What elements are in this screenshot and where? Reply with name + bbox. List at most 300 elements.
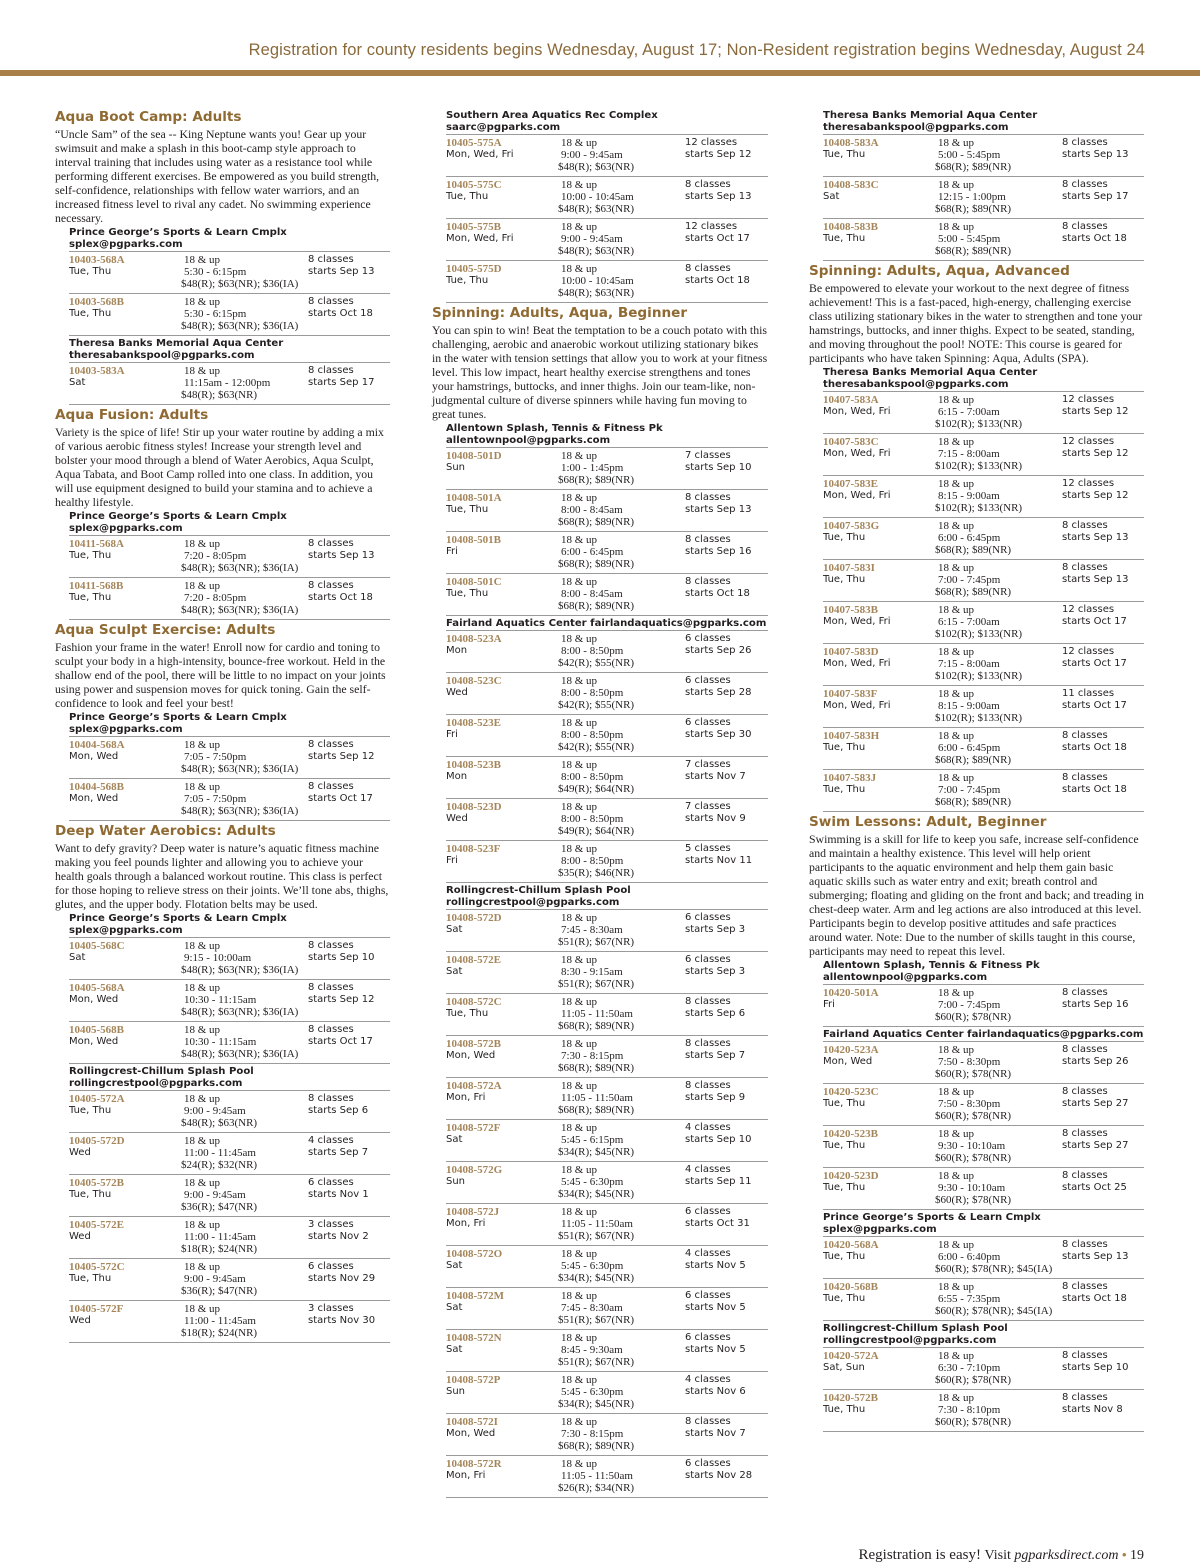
class-days: Tue, Thu [69,1189,112,1200]
class-row[interactable] [823,434,1144,476]
class-code[interactable]: 10408-523C [446,675,502,687]
facility-email: theresabankspool@pgparks.com [69,350,255,361]
class-age: 18 & up [938,1281,975,1293]
class-time: 7:45 - 8:30am [561,924,623,936]
class-row[interactable] [446,1036,768,1078]
class-time: 9:30 - 10:10am [938,1182,1006,1194]
class-code[interactable]: 10408-572J [446,1206,500,1218]
class-code[interactable]: 10408-572A [446,1080,502,1092]
class-code[interactable]: 10408-572O [446,1248,503,1260]
class-code[interactable]: 10403-568A [69,254,125,266]
class-code[interactable]: 10408-523E [446,717,501,729]
class-code[interactable]: 10408-572G [446,1164,503,1176]
class-start: starts Sep 3 [685,924,746,935]
class-code[interactable]: 10408-583B [823,221,878,233]
class-days: Fri [823,999,835,1010]
class-start: starts Sep 12 [1062,490,1129,501]
class-start: starts Sep 27 [1062,1098,1129,1109]
class-start: starts Nov 7 [685,771,746,782]
class-time: 8:00 - 8:50pm [561,813,624,825]
class-row[interactable] [446,448,768,490]
facility-name: Fairland Aquatics Center fairlandaquatics@pgparks.com [823,1029,1144,1040]
class-row[interactable] [446,574,768,616]
class-code[interactable]: 10405-572B [69,1177,124,1189]
class-code[interactable]: 10407-583A [823,394,879,406]
class-days: Sat [446,1260,463,1271]
class-days: Tue, Thu [823,574,866,585]
class-count: 8 classes [1062,1170,1108,1181]
class-age: 18 & up [184,1135,221,1147]
class-code[interactable]: 10407-583F [823,688,878,700]
class-start: starts Oct 18 [1062,233,1127,244]
class-fee: $18(R); $24(NR) [181,1243,258,1255]
class-row[interactable] [446,1330,768,1372]
class-row[interactable] [69,1022,390,1064]
class-row[interactable] [446,910,768,952]
class-count: 7 classes [685,759,731,770]
class-time: 9:00 - 9:45am [561,233,623,245]
class-row[interactable] [446,177,768,219]
class-start: starts Oct 18 [308,308,373,319]
class-fee: $49(R); $64(NR) [558,783,635,795]
class-time: 10:00 - 10:45am [561,275,634,287]
class-count: 4 classes [685,1248,731,1259]
class-row[interactable] [823,602,1144,644]
class-fee: $18(R); $24(NR) [181,1327,258,1339]
footer-url[interactable]: pgparksdirect.com [1014,1548,1119,1563]
class-days: Sat [823,191,840,202]
class-age: 18 & up [938,137,975,149]
class-row[interactable] [446,952,768,994]
class-fee: $48(R); $63(NR); $36(IA) [181,763,299,775]
class-row[interactable] [823,219,1144,261]
class-code[interactable]: 10405-572C [69,1261,125,1273]
class-code[interactable]: 10403-583A [69,365,125,377]
class-code[interactable]: 10420-568A [823,1239,879,1251]
class-code[interactable]: 10408-572M [446,1290,505,1302]
class-fee: $48(R); $63(NR); $36(IA) [181,964,299,976]
class-row[interactable] [446,135,768,177]
class-start: starts Sep 17 [308,377,375,388]
class-row[interactable] [823,1237,1144,1279]
class-fee: $51(R); $67(NR) [558,1314,635,1326]
class-code[interactable]: 10405-575A [446,137,502,149]
class-row[interactable] [823,476,1144,518]
class-count: 12 classes [685,221,738,232]
class-row[interactable] [823,770,1144,812]
class-code[interactable]: 10408-572B [446,1038,501,1050]
class-time: 7:00 - 7:45pm [938,999,1001,1011]
class-row[interactable] [69,536,390,578]
class-row[interactable] [446,799,768,841]
class-days: Mon [446,771,468,782]
class-days: Sun [446,462,466,473]
class-code[interactable]: 10408-572C [446,996,502,1008]
class-age: 18 & up [184,1219,221,1231]
class-code[interactable]: 10408-572E [446,954,501,966]
class-row[interactable] [446,631,768,673]
class-days: Mon, Wed [446,1050,496,1061]
class-code[interactable]: 10405-572D [69,1135,125,1147]
class-row[interactable] [69,1133,390,1175]
class-row[interactable] [823,1168,1144,1210]
facility-email: theresabankspool@pgparks.com [823,122,1009,133]
class-count: 8 classes [308,580,354,591]
class-fee: $102(R); $133(NR) [935,418,1023,430]
facility-name: Southern Area Aquatics Rec Complex [446,110,658,121]
class-count: 6 classes [685,1290,731,1301]
class-row[interactable] [823,560,1144,602]
class-age: 18 & up [184,538,221,550]
class-time: 7:45 - 8:30am [561,1302,623,1314]
class-row[interactable] [446,1288,768,1330]
class-count: 4 classes [685,1374,731,1385]
class-start: starts Sep 13 [685,504,752,515]
class-code[interactable]: 10405-575C [446,179,502,191]
class-row[interactable] [823,1084,1144,1126]
class-time: 7:50 - 8:30pm [938,1056,1001,1068]
class-time: 9:00 - 9:45am [561,149,623,161]
class-code[interactable]: 10411-568B [69,580,124,592]
class-time: 12:15 - 1:00pm [938,191,1006,203]
class-row[interactable] [823,1348,1144,1390]
class-time: 11:15am - 12:00pm [184,377,271,389]
class-code[interactable]: 10420-523D [823,1170,879,1182]
class-row[interactable] [69,980,390,1022]
class-count: 8 classes [308,739,354,750]
class-age: 18 & up [561,1248,598,1260]
class-code[interactable]: 10405-572E [69,1219,124,1231]
class-code[interactable]: 10408-583A [823,137,879,149]
facility-name: Prince George’s Sports & Learn Cmplx [69,913,287,924]
class-count: 5 classes [685,843,731,854]
class-code[interactable]: 10420-568B [823,1281,878,1293]
facility-header [446,110,768,134]
class-row[interactable] [446,757,768,799]
class-row[interactable] [69,252,390,294]
class-row[interactable] [69,938,390,980]
class-row[interactable] [823,518,1144,560]
class-row[interactable] [446,1456,768,1498]
class-time: 11:00 - 11:45am [184,1315,256,1327]
class-code[interactable]: 10408-501C [446,576,502,588]
class-time: 9:00 - 9:45am [184,1189,246,1201]
class-code[interactable]: 10408-572I [446,1416,498,1428]
facility-header [69,227,390,251]
class-row[interactable] [446,261,768,303]
class-row[interactable] [69,779,390,821]
class-time: 8:00 - 8:50pm [561,729,624,741]
class-start: starts Nov 8 [1062,1404,1123,1415]
class-table [69,937,390,1064]
class-row[interactable] [446,1372,768,1414]
class-age: 18 & up [561,1080,598,1092]
class-row[interactable] [69,1091,390,1133]
class-row[interactable] [69,737,390,779]
class-row[interactable] [823,985,1144,1027]
class-fee: $68(R); $89(NR) [935,544,1012,556]
class-code[interactable]: 10405-575B [446,221,501,233]
class-days: Mon, Wed [69,793,119,804]
class-fee: $48(R); $63(NR) [181,389,258,401]
class-row[interactable] [823,135,1144,177]
class-table [446,630,768,883]
class-age: 18 & up [938,1350,975,1362]
class-start: starts Oct 18 [1062,742,1127,753]
class-age: 18 & up [938,646,975,658]
class-code[interactable]: 10420-572B [823,1392,878,1404]
class-count: 6 classes [685,1458,731,1469]
class-start: starts Sep 27 [1062,1140,1129,1151]
class-days: Sat, Sun [823,1362,865,1373]
class-code[interactable]: 10404-568B [69,781,124,793]
class-code[interactable]: 10420-572A [823,1350,879,1362]
class-age: 18 & up [184,1261,221,1273]
class-fee: $48(R); $63(NR); $36(IA) [181,1048,299,1060]
class-age: 18 & up [184,1093,221,1105]
class-code[interactable]: 10411-568A [69,538,124,550]
class-code[interactable]: 10405-572A [69,1093,125,1105]
class-code[interactable]: 10408-572P [446,1374,501,1386]
class-row[interactable] [446,1414,768,1456]
class-row[interactable] [823,686,1144,728]
facility-name: Rollingcrest-Chillum Splash Pool [69,1066,254,1077]
page-footer [858,1547,1144,1564]
class-age: 18 & up [561,759,598,771]
class-days: Tue, Thu [446,191,489,202]
class-count: 8 classes [1062,1350,1108,1361]
class-row[interactable] [69,363,390,405]
class-code[interactable]: 10408-523F [446,843,501,855]
class-fee: $60(R); $78(NR); $45(IA) [935,1305,1053,1317]
class-code[interactable]: 10407-583J [823,772,877,784]
class-fee: $68(R); $89(NR) [558,516,635,528]
class-code[interactable]: 10408-501B [446,534,501,546]
class-code[interactable]: 10408-572R [446,1458,502,1470]
class-fee: $26(R); $34(NR) [558,1482,635,1494]
section-title: Spinning: Adults, Aqua, Advanced [809,263,1070,279]
header-rule [0,70,1200,76]
class-code[interactable]: 10404-568A [69,739,125,751]
section-title: Aqua Boot Camp: Adults [55,109,242,125]
class-row[interactable] [446,1246,768,1288]
class-time: 11:00 - 11:45am [184,1231,256,1243]
class-days: Sat [446,924,463,935]
class-time: 6:15 - 7:00am [938,406,1000,418]
class-fee: $60(R); $78(NR) [935,1011,1012,1023]
class-row[interactable] [69,294,390,336]
class-code[interactable]: 10407-583D [823,646,879,658]
class-row[interactable] [69,578,390,620]
class-row[interactable] [69,1301,390,1343]
class-days: Tue, Thu [823,149,866,160]
class-row[interactable] [823,1279,1144,1321]
class-fee: $60(R); $78(NR) [935,1416,1012,1428]
class-fee: $68(R); $89(NR) [935,586,1012,598]
class-code[interactable]: 10420-523C [823,1086,879,1098]
facility-header [823,367,1144,391]
class-row[interactable] [823,177,1144,219]
column-1 [55,108,390,1344]
class-row[interactable] [69,1175,390,1217]
class-row[interactable] [823,1390,1144,1432]
class-row[interactable] [446,1204,768,1246]
class-age: 18 & up [561,801,598,813]
class-code[interactable]: 10408-523A [446,633,502,645]
class-fee: $102(R); $133(NR) [935,502,1023,514]
class-start: starts Sep 7 [685,1050,746,1061]
class-fee: $34(R); $45(NR) [558,1146,635,1158]
class-code[interactable]: 10407-583C [823,436,879,448]
class-code[interactable]: 10420-501A [823,987,879,999]
class-days: Tue, Thu [69,1105,112,1116]
class-start: starts Nov 6 [685,1386,746,1397]
class-code[interactable]: 10407-583G [823,520,880,532]
class-days: Tue, Thu [823,233,866,244]
class-row[interactable] [69,1259,390,1301]
class-code[interactable]: 10405-572F [69,1303,124,1315]
class-days: Tue, Thu [823,1251,866,1262]
class-row[interactable] [446,219,768,261]
class-code[interactable]: 10405-568A [69,982,125,994]
class-count: 3 classes [308,1303,354,1314]
facility-email: theresabankspool@pgparks.com [823,379,1009,390]
class-row[interactable] [69,1217,390,1259]
class-time: 8:15 - 9:00am [938,700,1000,712]
facility-email: splex@pgparks.com [823,1224,937,1235]
facility-header [446,885,768,909]
class-code[interactable]: 10408-501A [446,492,502,504]
class-days: Wed [446,687,468,698]
class-row[interactable] [823,728,1144,770]
facility-header [69,338,390,362]
class-fee: $68(R); $89(NR) [558,1104,635,1116]
class-code[interactable]: 10405-568B [69,1024,124,1036]
class-row[interactable] [446,1162,768,1204]
class-code[interactable]: 10403-568B [69,296,124,308]
class-age: 18 & up [184,1177,221,1189]
class-age: 18 & up [938,1086,975,1098]
class-start: starts Sep 12 [685,149,752,160]
class-count: 8 classes [685,1038,731,1049]
class-count: 11 classes [1062,688,1115,699]
class-row[interactable] [823,392,1144,434]
class-row[interactable] [446,994,768,1036]
class-days: Tue, Thu [69,550,112,561]
class-days: Wed [69,1231,91,1242]
class-time: 8:45 - 9:30am [561,1344,623,1356]
class-code[interactable]: 10408-572F [446,1122,501,1134]
class-days: Tue, Thu [823,532,866,543]
class-age: 18 & up [184,940,221,952]
class-time: 11:05 - 11:50am [561,1092,633,1104]
class-code[interactable]: 10408-583C [823,179,879,191]
class-code[interactable]: 10407-583H [823,730,880,742]
class-row[interactable] [446,490,768,532]
class-days: Tue, Thu [69,1273,112,1284]
class-start: starts Sep 26 [1062,1056,1129,1067]
class-row[interactable] [446,673,768,715]
class-code[interactable]: 10408-501D [446,450,502,462]
facility-name: Fairland Aquatics Center fairlandaquatics@pgparks.com [446,618,767,629]
class-code[interactable]: 10408-523B [446,759,501,771]
class-code[interactable]: 10407-583B [823,604,878,616]
class-row[interactable] [446,1120,768,1162]
class-days: Mon, Wed [69,1036,119,1047]
class-code[interactable]: 10407-583E [823,478,878,490]
class-age: 18 & up [938,1239,975,1251]
class-row[interactable] [823,1042,1144,1084]
class-age: 18 & up [184,781,221,793]
class-row[interactable] [823,1126,1144,1168]
class-time: 9:00 - 9:45am [184,1105,246,1117]
class-start: starts Sep 13 [685,191,752,202]
class-days: Wed [69,1315,91,1326]
class-days: Tue, Thu [823,1140,866,1151]
class-count: 8 classes [685,576,731,587]
section-title: Spinning: Adults, Aqua, Beginner [432,305,688,321]
class-row[interactable] [446,1078,768,1120]
class-code[interactable]: 10420-523A [823,1044,879,1056]
class-code[interactable]: 10408-523D [446,801,502,813]
class-code[interactable]: 10407-583I [823,562,875,574]
class-code[interactable]: 10405-568C [69,940,125,952]
class-time: 7:00 - 7:45pm [938,784,1001,796]
class-fee: $60(R); $78(NR) [935,1110,1012,1122]
facility-header [823,1323,1144,1347]
class-code[interactable]: 10405-575D [446,263,502,275]
facility-email: allentownpool@pgparks.com [446,435,611,446]
class-table [446,447,768,616]
class-age: 18 & up [561,1164,598,1176]
class-code[interactable]: 10420-523B [823,1128,878,1140]
class-time: 7:05 - 7:50pm [184,793,247,805]
class-count: 6 classes [308,1177,354,1188]
section-title: Aqua Fusion: Adults [55,407,209,423]
class-age: 18 & up [561,534,598,546]
class-fee: $35(R); $46(NR) [558,867,635,879]
section-title: Swim Lessons: Adult, Beginner [809,814,1047,830]
class-code[interactable]: 10408-572N [446,1332,502,1344]
class-code[interactable]: 10408-572D [446,912,502,924]
class-days: Mon, Wed, Fri [823,658,891,669]
class-row[interactable] [446,841,768,883]
class-start: starts Oct 17 [1062,700,1127,711]
class-start: starts Sep 12 [308,751,375,762]
class-days: Mon, Wed [823,1056,873,1067]
class-fee: $42(R); $55(NR) [558,741,635,753]
class-count: 7 classes [685,801,731,812]
class-row[interactable] [446,532,768,574]
class-start: starts Oct 17 [685,233,750,244]
class-age: 18 & up [561,1290,598,1302]
class-days: Tue, Thu [823,1404,866,1415]
class-time: 11:05 - 11:50am [561,1470,633,1482]
class-days: Tue, Thu [823,1293,866,1304]
class-start: starts Sep 12 [1062,406,1129,417]
class-count: 8 classes [308,940,354,951]
class-age: 18 & up [561,1122,598,1134]
class-start: starts Oct 17 [308,1036,373,1047]
class-time: 6:15 - 7:00am [938,616,1000,628]
class-count: 8 classes [308,982,354,993]
class-days: Mon, Wed, Fri [823,406,891,417]
class-days: Wed [446,813,468,824]
class-fee: $68(R); $89(NR) [935,796,1012,808]
class-row[interactable] [446,715,768,757]
class-count: 6 classes [685,1206,731,1217]
class-row[interactable] [823,644,1144,686]
